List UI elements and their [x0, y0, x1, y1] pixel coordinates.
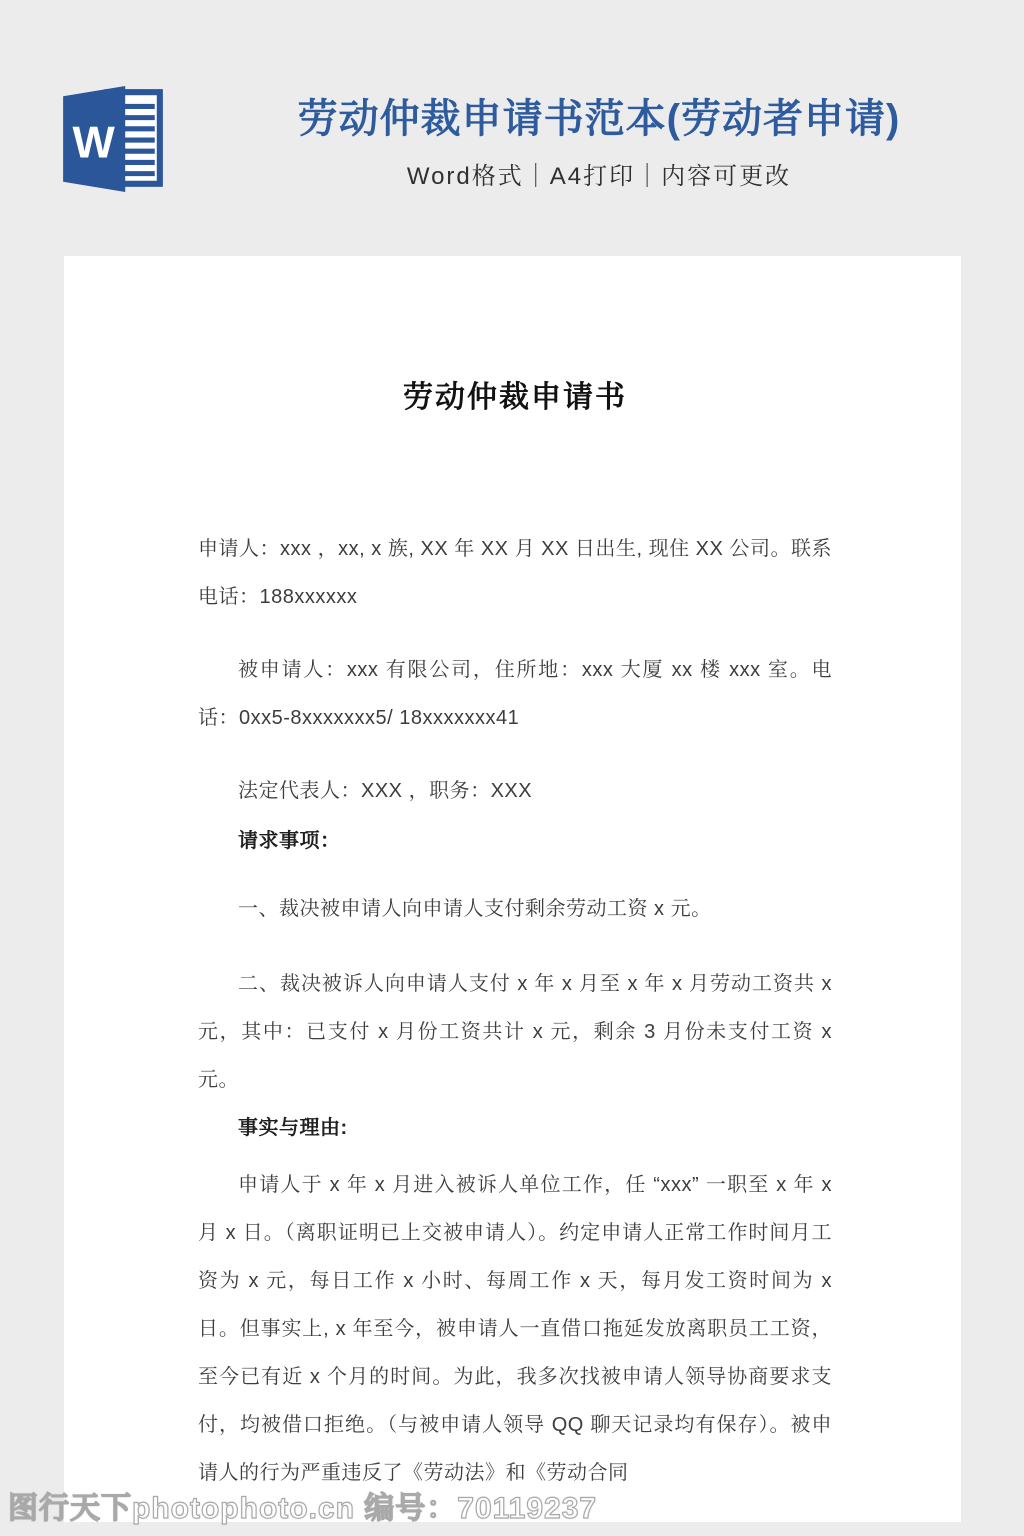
- document-paragraph: 法定代表人：XXX ，职务：XXX: [238, 780, 533, 802]
- document-paragraph: 一、裁决被申请人向申请人支付剩余劳动工资 x 元。: [238, 898, 712, 920]
- document-title: 劳动仲裁申请书: [403, 381, 627, 414]
- template-subtitle: Word格式｜A4打印｜内容可更改: [406, 163, 792, 190]
- document-paragraph: 事实与理由:: [238, 1117, 348, 1139]
- document-paragraph: 二、裁决被诉人向申请人支付 x 年 x 月至 x 年 x 月劳动工资共 x 元，其中：已支付 x 月份工资共计 x 元，剩余 3 月份未支付工资 x 元。: [198, 973, 832, 1091]
- header: [0, 0, 1024, 230]
- document-paragraph: 申请人于 x 年 x 月进入被诉人单位工作，任 “xxx” 一职至 x 年 x 月 x 日。（离职证明已上交被申请人）。约定申请人正常工作时间月工资为 x 元，每日工作 x 小时、每周工作 x 天，每月发工资时间为 x 日。但事实上, x 年至今，被申请人一直借口拖延发放离职员工工资，至今已有近 x 个月的时间。为此，我多次找被申请人领导协商要求支付，均被借口拒绝。（与被申请人领导 QQ 聊天记录均有保存）。被申请人的行为严重违反了《劳动法》和《劳动合同: [198, 1174, 832, 1484]
- word-logo-icon: [62, 83, 164, 195]
- header-text: [180, 94, 1018, 191]
- document-page: [64, 256, 961, 1522]
- document-paragraph: 请求事项：: [238, 830, 341, 852]
- watermark: 图行天下photophoto.cn 编号：70119237: [8, 1492, 598, 1525]
- document-body: [198, 525, 832, 1497]
- word-logo-letter: W: [72, 117, 115, 168]
- document-paragraph: 被申请人：xxx 有限公司，住所地：xxx 大厦 xx 楼 xxx 室。电话：0xx5-8xxxxxxx5/ 18xxxxxxx41: [198, 659, 832, 729]
- template-title: 劳动仲裁申请书范本(劳动者申请): [297, 97, 901, 141]
- document-paragraph: 申请人：xxx ，xx, x 族, XX 年 XX 月 XX 日出生, 现住 XX 公司。联系电话：188xxxxxx: [198, 538, 832, 608]
